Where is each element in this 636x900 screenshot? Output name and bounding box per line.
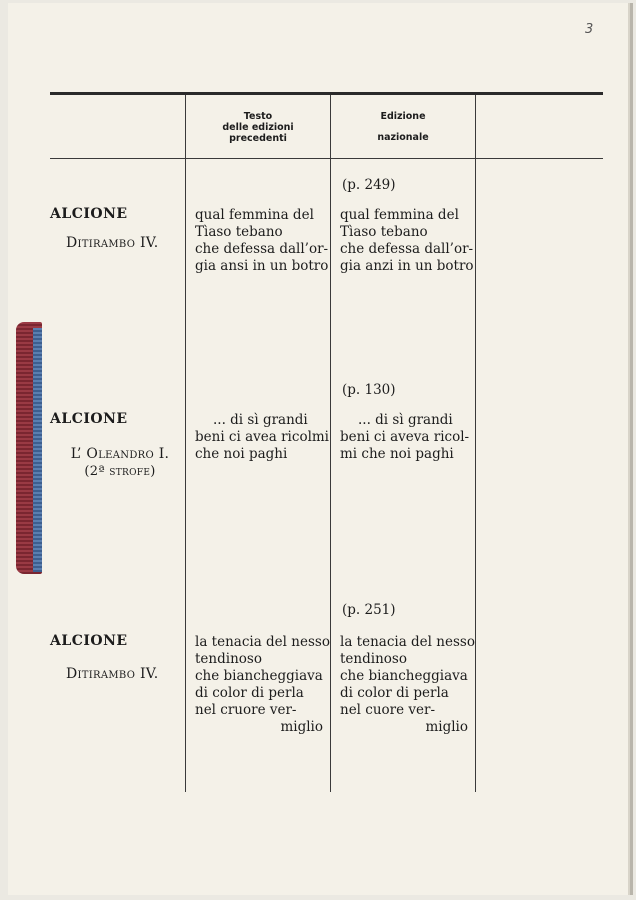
section-label [50,633,128,650]
column-divider-1 [185,95,186,792]
text-line: beni ci aveva ricol- [340,429,470,445]
section-label [50,206,128,223]
header-national-edition [335,111,471,143]
section-subtitle [66,235,159,252]
column-divider-3 [475,95,476,792]
table-top-rule [50,92,603,95]
text-line: la tenacia del nesso [340,634,475,650]
national-text [340,207,474,275]
header-line: Edizione [380,111,426,122]
text-line: che biancheggiava [340,668,468,684]
text-line: miglio [280,719,323,735]
header-line: nazionale [377,132,429,143]
subtitle-line: (2ª strofe) [84,464,156,479]
text-line: miglio [425,719,468,735]
work-title: ALCIONE [50,633,128,649]
text-line: ... di sì grandi [213,412,308,428]
text-line: che biancheggiava [195,668,323,684]
header-line: delle edizioni [222,122,294,133]
text-line: la tenacia del nesso [195,634,330,650]
text-line: che noi paghi [195,446,288,462]
previous-text [195,412,329,463]
section-subtitle [64,446,176,480]
text-line: tendinoso [340,651,407,667]
national-text [340,412,469,463]
text-line: nel cuore ver- [340,702,436,718]
subtitle-line: L’ Oleandro I. [70,446,170,462]
page-ref: (p. 249) [342,177,396,193]
text-line: di color di perla [195,685,304,701]
page-number: 3 [585,22,594,37]
text-line: Tìaso tebano [340,224,428,240]
text-line: ... di sì grandi [358,412,453,428]
previous-text [195,207,328,275]
header-previous-editions [190,111,326,144]
text-line: gia anzi in un botro [340,258,474,274]
table-header-rule [50,158,603,159]
text-line: che defessa dall’or- [195,241,329,257]
subtitle-line: Ditirambo IV. [66,666,159,682]
header-line: Testo [243,111,273,122]
text-line: nel cruore ver- [195,702,297,718]
page-ref: (p. 130) [342,382,396,398]
text-line: mi che noi paghi [340,446,454,462]
text-line: tendinoso [195,651,262,667]
page-ref: (p. 251) [342,602,396,618]
text-line: Tìaso tebano [195,224,283,240]
text-line: che defessa dall’or- [340,241,474,257]
bookmark-ribbon [16,322,42,574]
text-line: di color di perla [340,685,449,701]
text-line: gia ansi in un botro [195,258,329,274]
header-line: precedenti [229,133,287,144]
national-text [340,634,475,736]
subtitle-line: Ditirambo IV. [66,235,159,251]
column-divider-2 [330,95,331,792]
text-line: beni ci avea ricolmi [195,429,330,445]
text-line: qual femmina del [195,207,314,223]
text-line: qual femmina del [340,207,459,223]
section-subtitle [66,666,159,683]
section-label [50,411,128,428]
work-title: ALCIONE [50,206,128,222]
previous-text [195,634,330,736]
work-title: ALCIONE [50,411,128,427]
